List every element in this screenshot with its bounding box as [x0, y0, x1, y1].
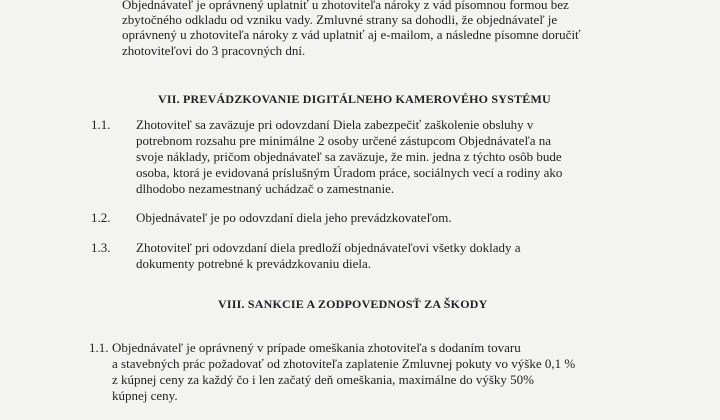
clause-line: svoje náklady, pričom objednávateľ sa zaväzuje, že min. jedna z týchto osôb bude: [136, 149, 562, 164]
clause-number: 1.3.: [91, 240, 111, 255]
clause-number: 1.1.: [91, 117, 111, 132]
section-heading: VII. PREVÁDZKOVANIE DIGITÁLNEHO KAMEROVÉHO SYSTÉMU: [158, 92, 551, 106]
clause-line: dokumenty potrebné k prevádzkovaniu diela.: [136, 256, 372, 271]
clause-line: Objednávateľ je po odovzdaní diela jeho prevádzkovateľom.: [136, 210, 452, 225]
clause-line: kúpnej ceny.: [112, 388, 178, 403]
clause-line: osoba, ktorá je evidovaná príslušným Úradom práce, sociálnych vecí a rodiny ako: [136, 165, 563, 180]
clause-line: Objednávateľ je oprávnený v prípade omeškania zhotoviteľa s dodaním tovaru: [112, 340, 521, 355]
clause-number: 1.2.: [91, 210, 111, 225]
intro-line: oprávnený u zhotoviteľa nároky z vád uplatniť aj e-mailom, a následne písomne doručiť: [122, 27, 581, 42]
intro-line: Objednávateľ je oprávnený uplatniť u zhotoviteľa nároky z vád písomnou formou bez: [122, 0, 569, 12]
clause-line: potrebnom rozsahu pre minimálne 2 osoby určené zástupcom Objednávateľa na: [136, 133, 552, 148]
clause-line: a stavebných prác požadovať od zhotoviteľa zaplatenie Zmluvnej pokuty vo výške 0,1 %: [112, 356, 576, 371]
clause-line: z kúpnej ceny za každý čo i len začatý deň omeškania, maximálne do výšky 50%: [112, 372, 534, 387]
clause-line: dlhodobo nezamestnaný uchádzač o zamestnanie.: [136, 181, 395, 196]
intro-line: zhotoviteľovi do 3 pracovných dní.: [122, 43, 306, 58]
clause-number: 1.1.: [89, 340, 109, 355]
section-heading: VIII. SANKCIE A ZODPOVEDNOSŤ ZA ŠKODY: [218, 297, 488, 311]
clause-line: Zhotoviteľ sa zaväzuje pri odovzdaní Diela zabezpečiť zaškolenie obsluhy v: [136, 117, 534, 132]
clause-line: Zhotoviteľ pri odovzdaní diela predloží objednávateľovi všetky doklady a: [136, 240, 521, 255]
intro-line: zbytočného odkladu od vzniku vady. Zmluvné strany sa dohodli, že objednávateľ je: [122, 12, 558, 27]
